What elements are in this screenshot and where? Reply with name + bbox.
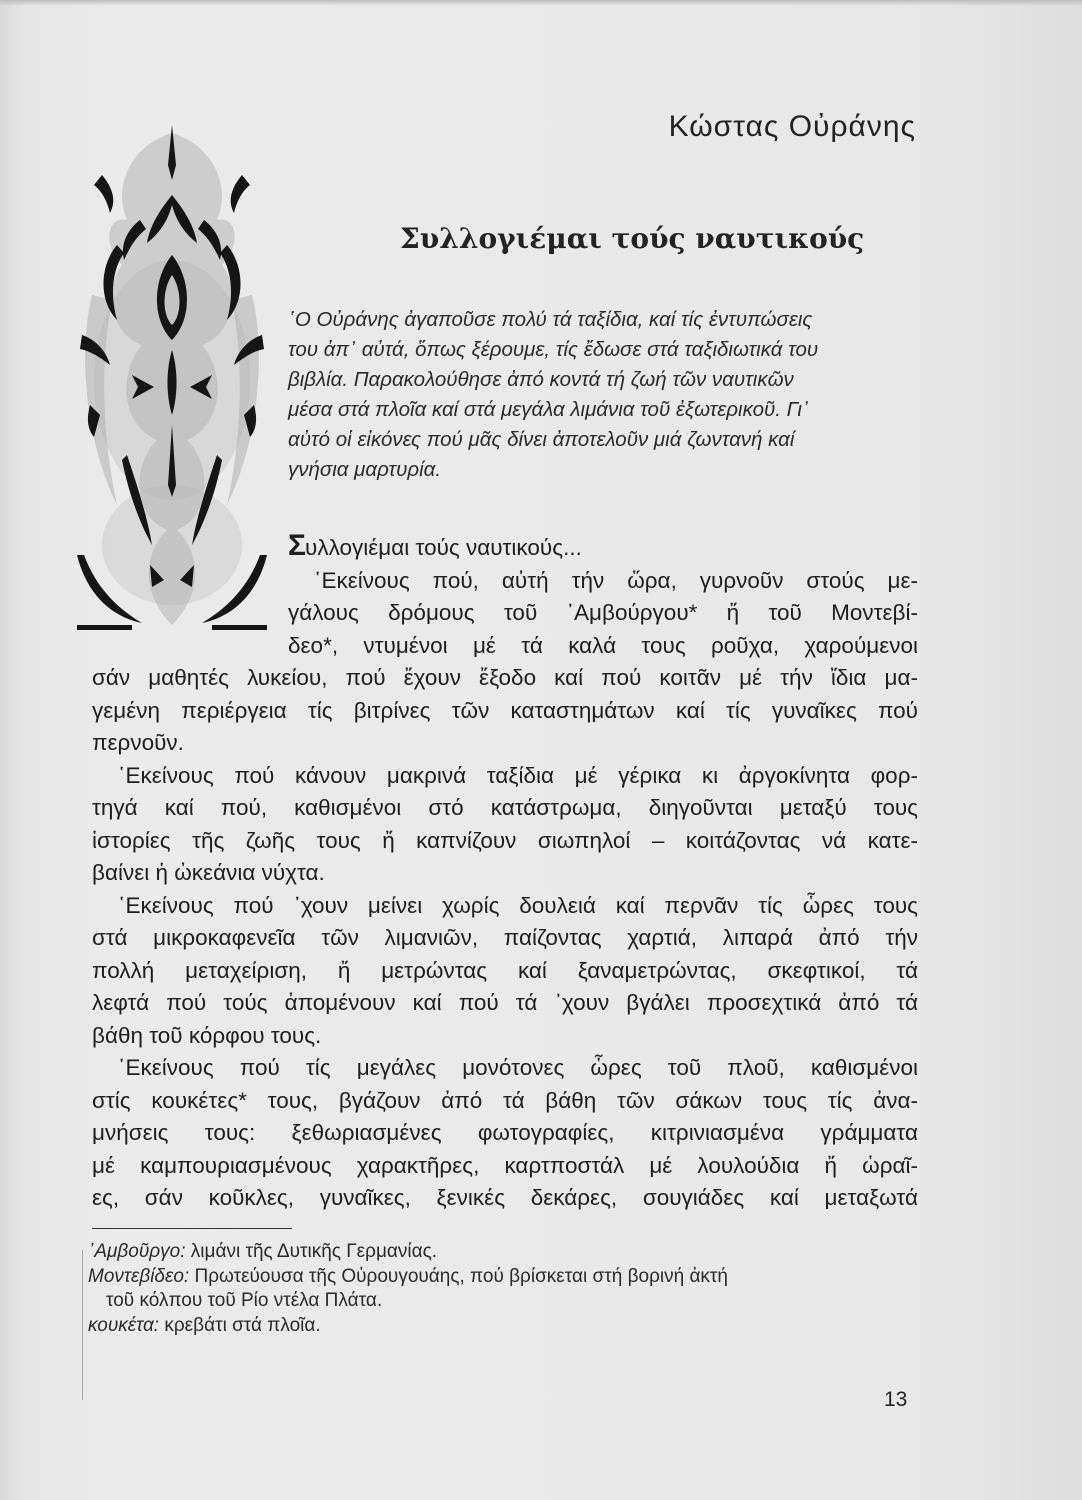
text-line: λεφτά πού τούς ἀπομένουν καί πού τά ᾿χουν βγάλει προσεχτικά ἀπό τά	[92, 990, 918, 1015]
footnote	[88, 1265, 918, 1290]
text-line: ἱστορίες τῆς ζωῆς τους ἤ καπνίζουν σιωπηλοί – κοιτάζοντας νά κατε-	[92, 827, 918, 853]
footnote-text: λιμάνι τῆς Δυτικῆς Γερμανίας.	[190, 1241, 438, 1262]
footnote	[88, 1314, 918, 1339]
intro-paragraph	[288, 305, 910, 485]
footnote-continuation: τοῦ κόλπου τοῦ Ρίο ντέλα Πλάτα.	[106, 1290, 383, 1311]
footnote-text: κρεβάτι στά πλοῖα.	[164, 1314, 321, 1336]
footnote-term: κουκέτα:	[88, 1314, 160, 1336]
text-line: ῾Εκείνους πού ᾿χουν μείνει χωρίς δουλειά καί περνᾶν τίς ὧρες τους	[118, 892, 918, 918]
text-line: δεο*, ντυμένοι μέ τά καλά τους ροῦχα, χαρούμενοι	[288, 632, 918, 658]
first-line-text: υλλογιέμαι τούς ναυτικούς...	[305, 535, 582, 560]
text-line: ῾Εκείνους πού, αὐτή τήν ὥρα, γυρνοῦν στούς με-	[314, 567, 918, 593]
footnotes	[88, 1240, 918, 1338]
text-line: μνήσεις τους: ξεθωριασμένες φωτογραφίες, κιτρινιασμένα γράμματα	[92, 1120, 918, 1145]
text-line: στά μικροκαφενεῖα τῶν λιμανιῶν, παίζοντας χαρτιά, λιπαρά ἀπό τήν	[92, 925, 918, 950]
text-line: ες, σάν κοῦκλες, γυναῖκες, ξενικές δεκάρες, σουγιάδες καί μεταξωτά	[92, 1185, 918, 1210]
text-line: στίς κουκέτες* τους, βγάζουν ἀπό τά βάθη τῶν σάκων τους τίς ἀνα-	[92, 1087, 918, 1113]
chapter-title: Συλλογιέμαι τούς ναυτικούς	[400, 222, 865, 255]
footnote-term: ᾿Αμβοῦργο:	[88, 1241, 186, 1262]
text-line: ῾Εκείνους πού τίς μεγάλες μονότονες ὧρες τοῦ πλοῦ, καθισμένοι	[118, 1055, 918, 1080]
page-edge-shadow	[0, 0, 1082, 6]
text-line: ῾Εκείνους πού κάνουν μακρινά ταξίδια μέ γέρικα κι ἀργοκίνητα φορ-	[118, 762, 918, 788]
footnote-divider	[92, 1228, 292, 1229]
author-name: Κώστας Οὐράνης	[668, 110, 916, 143]
intro-line: ῾Ο Οὐράνης ἀγαποῦσε πολύ τά ταξίδια, καί τίς ἐντυπώσεις	[288, 308, 813, 331]
text-line: περνοῦν.	[92, 730, 184, 755]
text-line: βάθη τοῦ κόρφου τους.	[92, 1022, 322, 1048]
main-text	[0, 530, 1082, 1215]
text-line: γάλους δρόμους τοῦ ᾿Αμβούργου* ἤ τοῦ Μοντεβί-	[288, 600, 918, 625]
text-line: γεμένη περιέργεια τίς βιτρίνες τῶν καταστημάτων καί τίς γυναῖκες πού	[92, 697, 918, 723]
intro-line: βιβλία. Παρακολούθησε ἀπό κοντά τή ζωή τῶν ναυτικῶν	[288, 368, 794, 391]
intro-line: του ἀπ᾿ αὐτά, ὅπως ξέρουμε, τίς ἔδωσε στά ταξιδιωτικά του	[288, 338, 819, 361]
page-number: 13	[884, 1388, 908, 1411]
text-line: μέ καμπουριασμένους χαρακτῆρες, καρτποστάλ μέ λουλούδια ἤ ὡραῖ-	[92, 1152, 918, 1178]
footnote	[88, 1240, 918, 1265]
footnote-text: Πρωτεύουσα τῆς Οὐρουγουάης, πού βρίσκεται στή βορινή ἀκτή	[194, 1265, 728, 1287]
text-line: τηγά καί πού, καθισμένοι στό κατάστρωμα, διηγοῦνται μεταξύ τους	[92, 795, 918, 820]
drop-cap: Σ	[288, 529, 306, 562]
intro-line: μέσα στά πλοῖα καί στά μεγάλα λιμάνια τοῦ ἐξωτερικοῦ. Γι᾿	[288, 398, 809, 421]
intro-line: αὐτό οἱ εἰκόνες πού μᾶς δίνει ἀποτελοῦν μιά ζωντανή καί	[288, 428, 795, 451]
margin-mark	[82, 1250, 83, 1400]
text-line: βαίνει ἡ ὠκεάνια νύχτα.	[92, 860, 325, 885]
footnote-term: Μοντεβίδεο:	[88, 1265, 190, 1287]
text-line: σάν μαθητές λυκείου, πού ἔχουν ἔξοδο καί πού κοιτᾶν μέ τήν ἴδια μα-	[92, 665, 918, 690]
first-line	[288, 530, 918, 565]
text-line: πολλή μεταχείριση, ἤ μετρώντας καί ξαναμετρώντας, σκεφτικοί, τά	[92, 957, 918, 983]
intro-line: γνήσια μαρτυρία.	[288, 458, 442, 481]
